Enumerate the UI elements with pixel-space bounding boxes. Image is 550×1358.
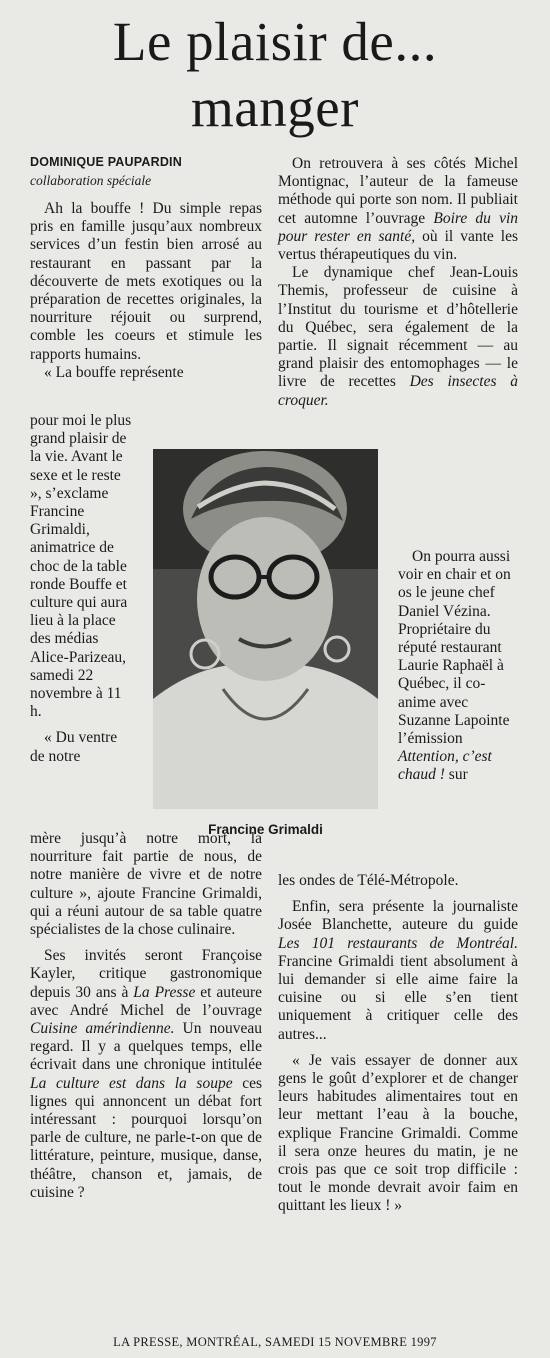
headline-line-2: manger (191, 77, 359, 138)
portrait-photo (153, 449, 378, 809)
right-column-bottom (278, 872, 518, 1216)
author-credit: collaboration spéciale (30, 173, 152, 188)
paragraph: Ses invités seront Françoise Kayler, critique gastronomique depuis 30 ans à La Presse et auteure avec André Michel de l’ouvrage Cuisine amérindienne. Un nouveau regard. Il y a quelques temps, elle écrivait dans une chronique intitulée La culture est dans la soupe ces lignes qui annoncent un débat fort intéressant : pourquoi lorsqu’on parle de culture, ne parle-t-on que de littérature, peinture, musique, danse, théâtre, chanson et, jamais, de cuisine ? (30, 947, 263, 1201)
paragraph: mère jusqu’à notre mort, la nourriture fait partie de nous, de notre manière de vivre et de notre culture », ajoute Francine Grimaldi, qui a réuni autour de sa table quatre spécialistes de la chose culinaire. (30, 830, 262, 939)
paragraph: « La bouffe représente (44, 363, 184, 381)
left-column-top (30, 200, 262, 382)
portrait-illustration (153, 449, 378, 809)
paragraph: pour moi le plus grand plaisir de la vie. Avant le sexe et le reste », s’exclame Francine Grimaldi, animatrice de choc de la table ronde Bouffe et culture qui aura lieu à la place des médias Alice-Parizeau, samedi 22 novembre à 11 h. (30, 412, 132, 721)
headline-line-1: Le plaisir de... (112, 11, 438, 72)
paragraph: « Je vais essayer de donner aux gens le goût d’explorer et de changer leurs habitudes alimentaires tout en leur mettant l’eau à la bouche, explique Francine Grimaldi. Comme il sera onze heures du matin, je ne crois pas que ce soit trop difficile : tout le monde devrait avoir faim en quittant les lieux ! » (278, 1051, 518, 1215)
paragraph: On pourra aussi voir en chair et on os le jeune chef Daniel Vézina. Propriétaire du réputé restaurant Laurie Raphaël à Québec, il co-anime avec Suzanne Lapointe l’émission Attention, c’est chaud ! sur (398, 548, 511, 784)
photo-caption: Francine Grimaldi (208, 822, 323, 837)
paragraph: « Du ventre de notre (30, 729, 118, 765)
left-column-bottom (30, 830, 262, 1202)
paragraph: Le dynamique chef Jean-Louis Themis, professeur de cuisine à l’Institut du tourisme et d’hôtellerie du Québec, sera également de la partie. Il signait récemment — au grand plaisir des entomophages — le livre de recettes Des insectes à croquer. (278, 264, 519, 409)
page-footer: LA PRESSE, MONTRÉAL, SAMEDI 15 NOVEMBRE 1997 (113, 1335, 437, 1349)
right-column-top (278, 155, 518, 410)
paragraph: On retrouvera à ses côtés Michel Montignac, l’auteur de la fameuse méthode qui porte son nom. Il publiait cet automne l’ouvrage Boire du vin pour rester en santé, où il vante les vertus thérapeutiques du vin. (278, 155, 519, 264)
author-byline: DOMINIQUE PAUPARDIN (30, 155, 182, 169)
paragraph: Enfin, sera présente la journaliste Josée Blanchette, auteure du guide Les 101 restaurants de Montréal. Francine Grimaldi tient absolument à lui demander si elle aime faire la cuisine ou si elle s’en tient uniquement à critiquer celle des autres... (278, 898, 518, 1043)
right-column-wrap (398, 548, 518, 785)
left-column-wrap (30, 412, 134, 766)
paragraph: les ondes de Télé-Métropole. (278, 872, 459, 889)
paragraph: Ah la bouffe ! Du simple repas pris en famille jusqu’aux nombreux services d’un festin bien arrosé au restaurant en passant par la découverte de mets exotiques ou la préparation de recettes originales, la nourriture réjouit ou surprend, comble les coeurs et stimule les rapports humains. (30, 200, 262, 363)
